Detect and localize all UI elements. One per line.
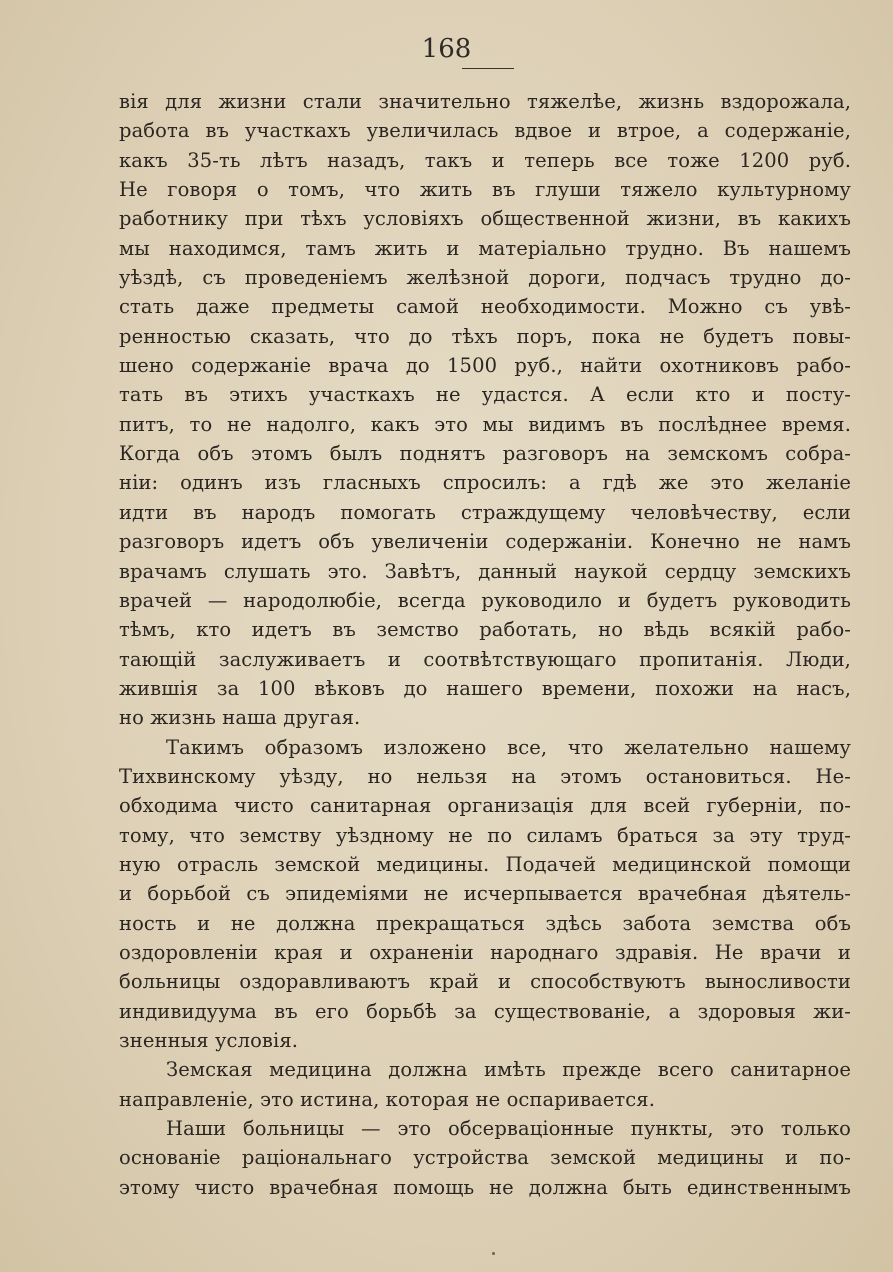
- text-line: Такимъ образомъ изложено все, что желательно нашему: [166, 735, 851, 759]
- page-number: 168: [421, 34, 472, 64]
- text-line: врачамъ слушать это. Завѣтъ, данный наукой сердцу земскихъ: [119, 559, 851, 583]
- text-line: жившія за 100 вѣковъ до нашего времени, похожи на насъ,: [119, 676, 851, 700]
- text-line: тать въ этихъ участкахъ не удастся. А если кто и посту-: [119, 383, 851, 407]
- text-line: уѣздѣ, съ проведеніемъ желѣзной дороги, подчасъ трудно до-: [119, 266, 851, 290]
- text-line: оздоровленіи края и охраненіи народнаго здравія. Не врачи и: [119, 940, 851, 964]
- text-line: работа въ участкахъ увеличилась вдвое и втрое, а содержаніе,: [119, 119, 851, 143]
- text-line: разговоръ идетъ объ увеличеніи содержаніи. Конечно не намъ: [119, 530, 851, 554]
- text-line: зненныя условія.: [119, 1029, 299, 1052]
- text-line: тѣмъ, кто идетъ въ земство работать, но вѣдь всякій рабо-: [119, 618, 851, 642]
- text-line: тому, что земству уѣздному не по силамъ браться за эту труд-: [119, 823, 851, 847]
- text-line: основаніе раціональнаго устройства земской медицины и по-: [119, 1146, 851, 1170]
- text-line: этому чисто врачебная помощь не должна быть единственнымъ: [119, 1175, 851, 1199]
- text-line: питъ, то не надолго, какъ это мы видимъ въ послѣднее время.: [119, 412, 851, 436]
- body-text: [119, 87, 851, 1202]
- text-line: стать даже предметы самой необходимости. Можно съ увѣ-: [119, 295, 851, 319]
- text-line: и борьбой съ эпидеміями не исчерпывается врачебная дѣятель-: [119, 882, 851, 906]
- text-line: ную отрасль земской медицины. Подачей медицинской помощи: [119, 852, 851, 876]
- text-line: ренностью сказать, что до тѣхъ поръ, пока не будетъ повы-: [119, 324, 851, 348]
- text-line: идти въ народъ помогать страждущему человѣчеству, если: [119, 500, 851, 524]
- text-line: мы находимся, тамъ жить и матеріально трудно. Въ нашемъ: [119, 236, 851, 260]
- text-line: Земская медицина должна имѣть прежде всего санитарное: [166, 1058, 851, 1082]
- text-line: обходима чисто санитарная организація для всей губерніи, по-: [119, 794, 851, 818]
- text-line: вія для жизни стали значительно тяжелѣе, жизнь вздорожала,: [119, 90, 851, 113]
- text-line: Наши больницы — это обсерваціонные пункты, это только: [166, 1117, 851, 1141]
- text-line: врачей — народолюбіе, всегда руководило и будетъ руководить: [119, 588, 851, 612]
- text-line: работнику при тѣхъ условіяхъ общественной жизни, въ какихъ: [119, 207, 851, 231]
- text-line: индивидуума въ его борьбѣ за существованіе, а здоровыя жи-: [119, 999, 851, 1023]
- text-line: шено содержаніе врача до 1500 руб., найти охотниковъ рабо-: [119, 354, 851, 378]
- text-line: тающій заслуживаетъ и соотвѣтствующаго пропитанія. Люди,: [119, 647, 851, 671]
- text-line: направленіе, это истина, которая не оспаривается.: [119, 1087, 655, 1111]
- text-line: какъ 35-ть лѣтъ назадъ, такъ и теперь все тоже 1200 руб.: [119, 148, 851, 172]
- page-number-rule: [462, 68, 514, 69]
- text-line: Когда объ этомъ былъ поднятъ разговоръ на земскомъ собра-: [119, 442, 851, 466]
- text-line: больницы оздоравливаютъ край и способствуютъ выносливости: [119, 970, 851, 994]
- text-line: ность и не должна прекращаться здѣсь забота земства объ: [119, 911, 851, 935]
- text-line: Тихвинскому уѣзду, но нельзя на этомъ остановиться. Не-: [119, 764, 851, 788]
- ink-speck: [492, 1252, 495, 1255]
- text-line: ніи: одинъ изъ гласныхъ спросилъ: а гдѣ же это желаніе: [119, 471, 851, 495]
- text-line: Не говоря о томъ, что жить въ глуши тяжело культурному: [119, 178, 851, 202]
- text-line: но жизнь наша другая.: [119, 706, 361, 730]
